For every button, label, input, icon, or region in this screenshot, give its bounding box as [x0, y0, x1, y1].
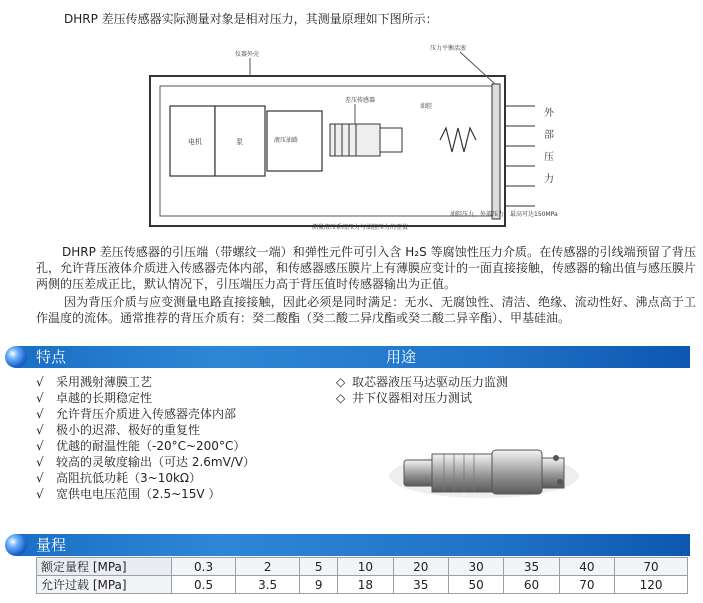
sensor-block — [330, 124, 380, 156]
check-icon: √ — [36, 455, 44, 469]
pump-label: 泵 — [236, 138, 243, 146]
list-item: √ 采用溅射薄膜工艺 — [36, 375, 153, 389]
range-table — [36, 557, 688, 594]
features-title: 特点 — [36, 348, 67, 366]
sensor-label: 差压传感器 — [345, 97, 376, 104]
oil-label: 油腔 — [420, 103, 433, 110]
bullet-ball-icon — [5, 346, 27, 368]
measurement-principle-diagram — [140, 36, 570, 236]
list-item: √ 高阻抗低功耗（3~10kΩ） — [36, 471, 202, 485]
diamond-icon: ◇ — [336, 391, 346, 405]
paragraph-backpressure: 因为背压介质与应变测量电路直接接触，因此必须是同时满足：无水、无腐蚀性、清洁、绝缘、流动性好、沸点高于工作温度的流体。通常推荐的背压介质有：癸二酸酯（癸二酸二异戊酯或癸二酸二异辛酯）、甲基硅油。 — [36, 295, 696, 325]
piston — [492, 84, 500, 219]
features-header-bar — [16, 346, 690, 368]
right-desc-label: 油腔压力，外部压力，最高可达150MPa — [450, 211, 558, 218]
paragraph-principle: DHRP 差压传感器的引压端（带螺纹一端）和弹性元件可引入含 H₂S 等腐蚀性压力介质。在传感器的引线端预留了背压孔，允许背压液体介质进入传感器壳体内部，和传感器感压膜片上有薄膜应变计的一面直接接触，传感器的输出值与感压膜片两侧的压差成正比，默认情况下，引压端压力高于背压值时传感器输出为正值。 — [36, 245, 697, 291]
list-item: ◇ 取芯器液压马达驱动压力监测 — [336, 375, 509, 389]
uses-title: 用途 — [386, 348, 417, 366]
list-item: √ 宽供电电压范围（2.5~15V ） — [36, 487, 221, 501]
features-list — [36, 374, 255, 502]
list-item: √ 优越的耐温性能（-20°C~200°C） — [36, 439, 246, 453]
table-row: 额定量程 [MPa] 0.3 2 5 10 20 30 35 40 70 — [37, 558, 688, 576]
check-icon: √ — [36, 487, 44, 501]
spring — [440, 128, 476, 152]
sensor-product-photo — [384, 420, 584, 510]
external-pressure-arrows — [505, 106, 535, 206]
range-title: 量程 — [36, 536, 67, 554]
motor-label: 电机 — [188, 138, 202, 146]
svg-text:压: 压 — [544, 152, 554, 163]
svg-text:力: 力 — [544, 174, 554, 185]
diamond-icon: ◇ — [336, 375, 346, 389]
check-icon: √ — [36, 439, 44, 453]
svg-text:外: 外 — [544, 108, 554, 119]
uses-list — [336, 374, 508, 406]
shell-label: 仪器外壳 — [235, 51, 260, 58]
piston-label: 压力平衡活塞 — [430, 45, 467, 52]
list-item: √ 卓越的长期稳定性 — [36, 391, 153, 405]
list-item: √ 较高的灵敏度输出（可达 2.6mV/V） — [36, 455, 256, 469]
hydraulic-label: 液压油路 — [274, 137, 299, 144]
table-row: 允许过载 [MPa] 0.5 3.5 9 18 35 50 60 70 120 — [37, 576, 688, 594]
bullet-ball-icon — [5, 534, 27, 556]
check-icon: √ — [36, 471, 44, 485]
list-item: √ 极小的迟滞、极好的重复性 — [36, 423, 201, 437]
check-icon: √ — [36, 407, 44, 421]
check-icon: √ — [36, 375, 44, 389]
svg-text:部: 部 — [544, 130, 554, 141]
check-icon: √ — [36, 391, 44, 405]
list-item: ◇ 井下仪器相对压力测试 — [336, 391, 473, 405]
range-header-bar — [16, 534, 690, 556]
check-icon: √ — [36, 423, 44, 437]
intro-text: DHRP 差压传感器实际测量对象是相对压力，其测量原理如下图所示： — [64, 12, 438, 26]
list-item: √ 允许背压介质进入传感器壳体内部 — [36, 407, 237, 421]
left-desc-label: 测量液压系统压力与油腔压力的差值 — [312, 224, 409, 231]
